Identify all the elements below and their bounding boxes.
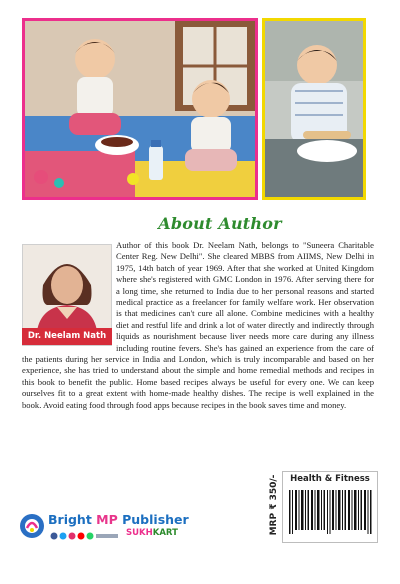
- children-eating-photo: [22, 18, 258, 200]
- price-label: MRP ₹ 350/-: [266, 474, 280, 540]
- publisher-subbrand: SUKHKART: [126, 528, 178, 538]
- barcode-panel: [282, 471, 378, 543]
- social-media-icons: [50, 532, 120, 540]
- publisher-logo: [18, 512, 248, 552]
- publisher-emblem-icon: [18, 512, 46, 540]
- isbn-barcode: [287, 488, 375, 538]
- category-label: Health & Fitness: [290, 474, 370, 484]
- publisher-name: Bright MP Publisher: [48, 512, 189, 527]
- child-cooking-photo: [262, 18, 366, 200]
- author-name-caption: Dr. Neelam Nath: [22, 328, 112, 345]
- about-author-heading: About Author: [158, 214, 282, 233]
- author-biography: Author of this book Dr. Neelam Nath, belongs to "Suneera Charitable Center Reg. New Delhi". She cleared MBBS from AIIMS, New Delhi in 1975, 14th batch of year 1969. After that she worked at United Kingdom where she's registered with GMC London in 1976. After serving there for a long time, she returned to India due to her personal reasons and started medical practice as a freelancer for family welfare work. Her observation is that medicines can't cure all alone. Combine medicines with a healthy diet and restful life and drink a lot of water directly and indirectly through liquids as nourishment because liver needs more care during any illness including routine fevers. She's has gained an experience from the care of the patients during her service in India and London, which is truly incomparable and based on her experience, she has tried to understand about the simple and home remedial methods and recipes in this book to benefit the public. Home based recipes always be useful for every one. We can keep ourselves fit to a great extent with home-made healthy dishes. The recipe is well explained in the book. Avoid eating food through food apps because recipes in the book saves time and money.: [22, 240, 374, 410]
